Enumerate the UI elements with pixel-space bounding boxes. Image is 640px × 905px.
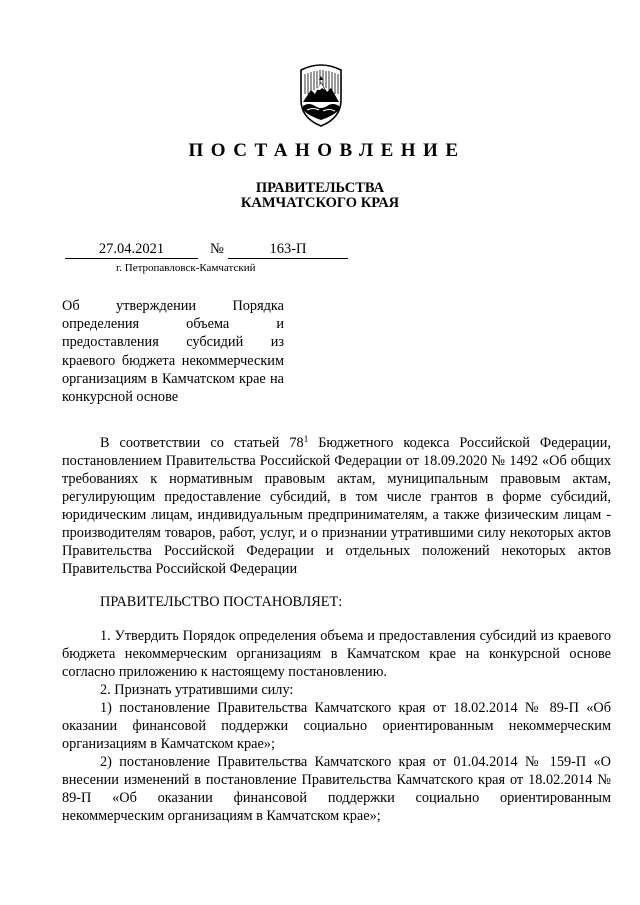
decree-item-1: 1. Утвердить Порядок определения объема и предоставления субсидий из краевого бюджета некоммерческим организациям в Камчатском крае на конкурсной основе согласно приложению к настоящему постановлению.	[62, 628, 611, 680]
decree-heading-block	[62, 593, 611, 611]
preamble-text-rest: Бюджетного кодекса Российской Федерации, постановлением Правительства Российской Федерации от 18.09.2020 № 1492 «Об общих требованиях к нормативным правовым актам, муниципальным правовым актам, регулирующим предоставление субсидий, в том числе грантов в форме субсидий, юридическим лицам, индивидуальным предпринимателям, а также физическим лицам - производителям товаров, работ, услуг, и о признании утратившими силу некоторых актов Правительства Российской Федерации и отдельных положений некоторых актов Правительства Российской Федерации	[62, 435, 612, 577]
document-type-title: ПОСТАНОВЛЕНИЕ	[188, 140, 466, 161]
decree-items	[62, 627, 611, 825]
preamble-text-start: В соответствии со статьей 78	[100, 435, 304, 451]
coat-of-arms-emblem	[297, 60, 345, 128]
issuer-line-2: КАМЧАТСКОГО КРАЯ	[240, 195, 400, 211]
decree-heading: ПРАВИТЕЛЬСТВО ПОСТАНОВЛЯЕТ:	[100, 594, 343, 610]
preamble-paragraph	[62, 434, 611, 578]
number-sign: №	[210, 241, 224, 257]
document-number: 163-П	[228, 241, 348, 259]
decree-item-2: 2. Признать утратившими силу:	[100, 682, 294, 698]
city-label: г. Петропавловск-Камчатский	[116, 262, 256, 274]
article-superscript: 1	[303, 434, 309, 444]
repealed-item-1: 1) постановление Правительства Камчатского края от 18.02.2014 № 89-П «Об оказании финансовой поддержки социально ориентированным некоммерческим организациям в Камчатском крае»;	[62, 700, 611, 752]
repealed-item-2: 2) постановление Правительства Камчатского края от 01.04.2014 № 159-П «О внесении изменений в постановление Правительства Камчатского края от 18.02.2014 № 89-П «Об оказании финансовой поддержки социально ориентированным некоммерческим организациям в Камчатском крае»;	[62, 754, 611, 824]
document-date: 27.04.2021	[65, 241, 198, 259]
date-number-line	[0, 241, 640, 261]
document-subject: Об утверждении Порядка определения объема и предоставления субсидий из краевого бюджета некоммерческим организациям в Камчатском крае на конкурсной основе	[62, 298, 284, 406]
issuer-line-1: ПРАВИТЕЛЬСТВА	[255, 180, 385, 196]
